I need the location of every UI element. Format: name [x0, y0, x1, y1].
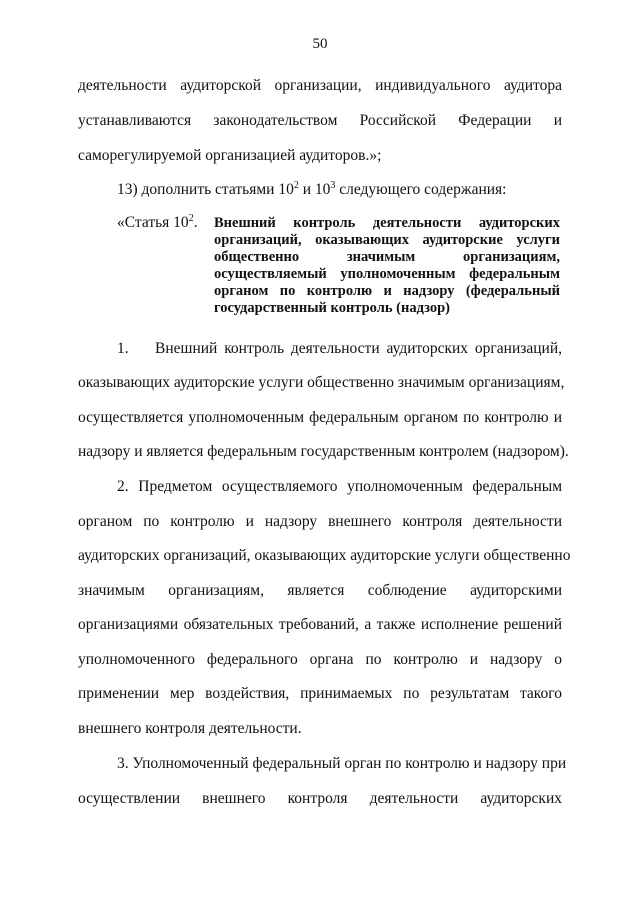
- page-number: 50: [312, 36, 328, 52]
- article-label-text: .: [193, 214, 198, 231]
- article-title: [214, 215, 560, 317]
- para1-first-line: Внешний контроль деятельности аудиторских организаций,: [155, 340, 562, 357]
- article-title-line: осуществляемый уполномоченным федеральным: [214, 266, 560, 282]
- text-line: оказывающих аудиторские услуги общественно значимым организациям,: [78, 374, 565, 391]
- superscript: 2: [293, 180, 299, 191]
- text-line: осуществлении внешнего контроля деятельности аудиторских: [78, 790, 562, 807]
- article-title-line: общественно значимым организациям,: [214, 249, 560, 265]
- para2-first-line: 2. Предметом осуществляемого уполномоченным федеральным: [117, 478, 562, 495]
- para1-number: 1.: [117, 340, 129, 357]
- amendment-text: и 10: [298, 181, 331, 198]
- article-label: [117, 214, 198, 232]
- article-title-line: государственный контроль (надзор): [214, 300, 450, 316]
- article-title-line: органом по контролю и надзору (федеральный: [214, 283, 560, 299]
- amendment-text: 13) дополнить статьями 10: [117, 181, 294, 198]
- text-line: значимым организациям, является соблюдение аудиторскими: [78, 582, 562, 599]
- text-line: деятельности аудиторской организации, индивидуального аудитора: [78, 77, 562, 94]
- text-line: аудиторских организаций, оказывающих аудиторские услуги общественно: [78, 547, 571, 564]
- article-title-line: Внешний контроль деятельности аудиторских: [214, 215, 560, 231]
- text-line: устанавливаются законодательством Российской Федерации и: [78, 112, 562, 129]
- text-line: внешнего контроля деятельности.: [78, 720, 302, 737]
- text-line: осуществляется уполномоченным федеральным органом по контролю и: [78, 409, 562, 426]
- amendment-line: [117, 180, 506, 200]
- superscript: 2: [188, 213, 194, 224]
- article-label-text: «Статья 10: [117, 214, 189, 231]
- text-line: надзору и является федеральным государственным контролем (надзором).: [78, 443, 569, 460]
- para3-first-line: 3. Уполномоченный федеральный орган по контролю и надзору при: [117, 755, 567, 772]
- superscript: 3: [330, 180, 336, 191]
- amendment-text: следующего содержания:: [335, 181, 507, 198]
- text-line: саморегулируемой организацией аудиторов.»;: [78, 147, 382, 164]
- text-line: организациями обязательных требований, а также исполнение решений: [78, 616, 562, 633]
- text-line: уполномоченного федерального органа по контролю и надзору о: [78, 651, 562, 668]
- article-title-line: организаций, оказывающих аудиторские услуги: [214, 232, 560, 248]
- text-line: органом по контролю и надзору внешнего контроля деятельности: [78, 513, 562, 530]
- text-line: применении мер воздействия, принимаемых по результатам такого: [78, 685, 562, 702]
